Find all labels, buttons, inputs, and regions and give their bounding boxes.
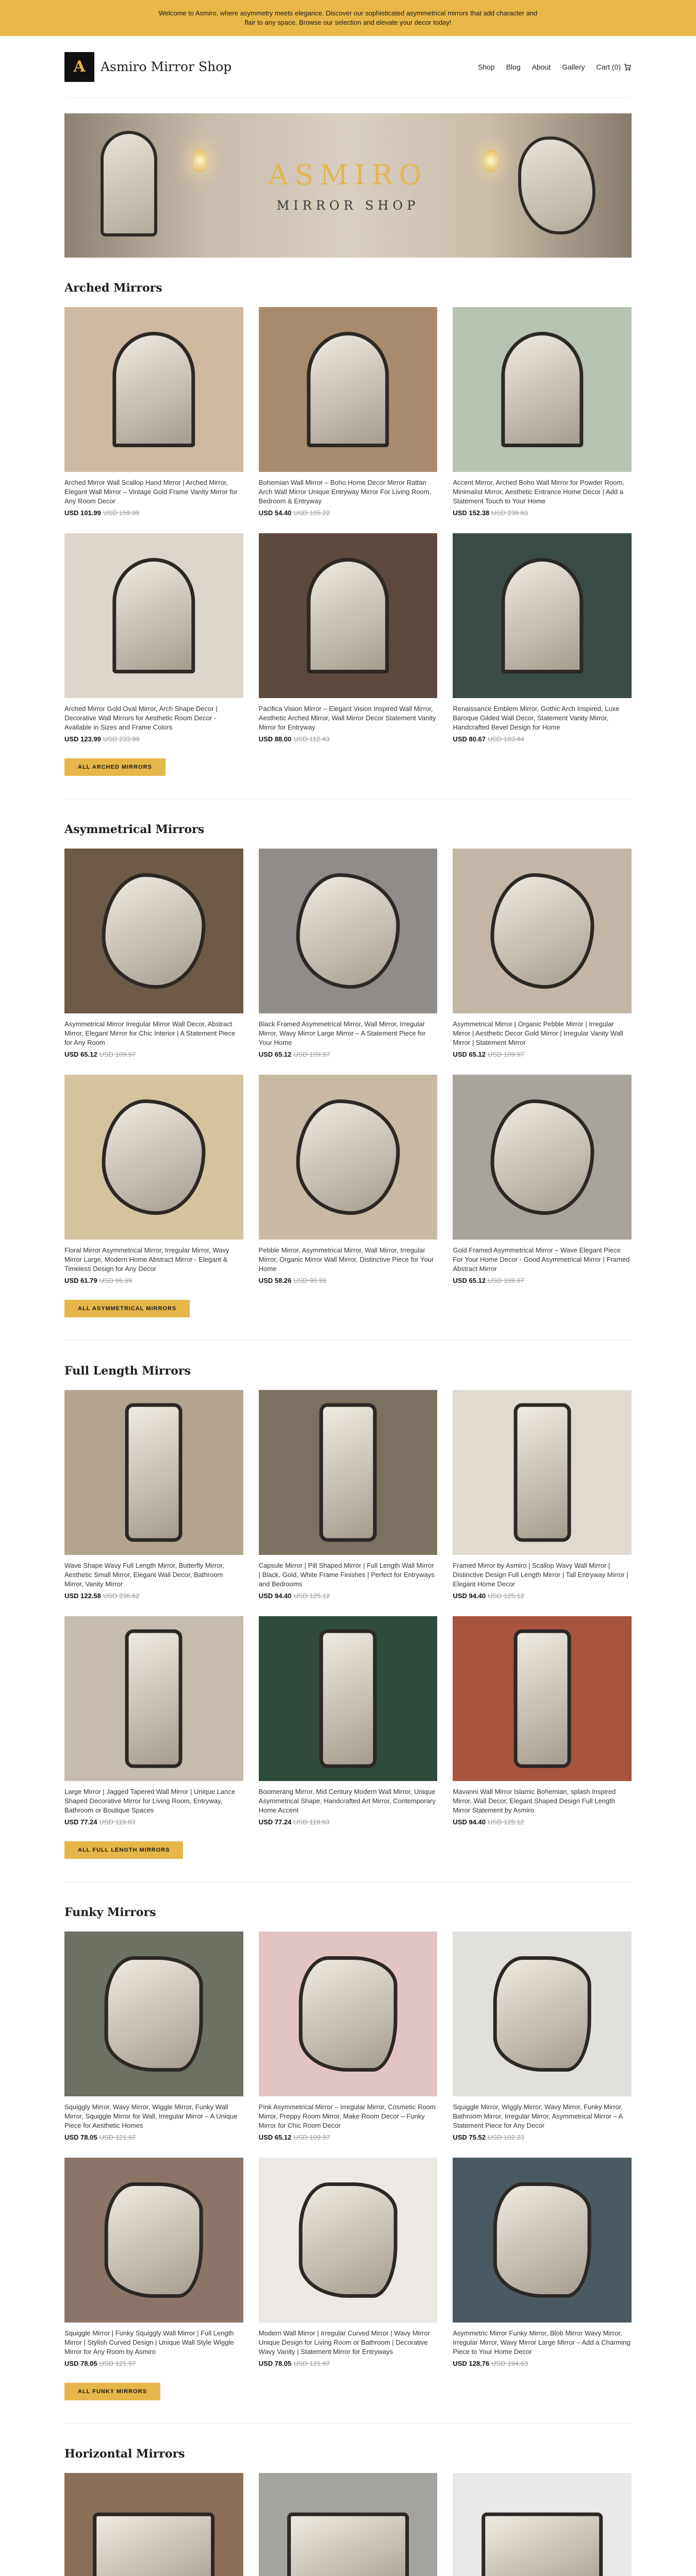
product-title[interactable]: Modern Wall Mirror | Irregular Curved Mirror | Wavy Mirror Unique Design for Living Room or Bathroom | Decorative Wavy Vanity | Statement Mirror for Entryways	[258, 2329, 430, 2355]
view-all-button[interactable]: ALL ASYMMETRICAL MIRRORS	[64, 1300, 190, 1317]
sale-price: USD 78.05	[64, 2360, 97, 2367]
product-card[interactable]	[453, 1931, 632, 2141]
sale-price: USD 54.40	[258, 509, 292, 517]
original-price: USD 121.97	[293, 2360, 330, 2367]
product-title[interactable]: Squiggle Mirror, Wiggly Mirror, Wavy Mirror, Funky Mirror, Bathroom Mirror, Irregular Mirror, Asymmetrical Mirror – A Statement Piece for Any Decor	[453, 2103, 623, 2129]
product-price	[453, 1818, 632, 1826]
product-title[interactable]: Bohemian Wall Mirror – Boho Home Decor Mirror Rattan Arch Wall Mirror Unique Entryway Mirror For Living Room, Bedroom & Entryway	[258, 479, 432, 505]
product-title[interactable]: Arched Mirror Gold Oval Mirror, Arch Shape Decor | Decorative Wall Mirrors for Aesthetic Room Decor - Available in Sizes and Frame Colors	[64, 705, 218, 731]
product-image[interactable]	[453, 1075, 632, 1240]
product-title[interactable]: Squiggly Mirror, Wavy Mirror, Wiggle Mirror, Funky Wall Mirror, Squiggle Mirror for Wall, Irregular Mirror – A Unique Piece for Aesthetic Homes	[64, 2103, 238, 2129]
nav-blog[interactable]: Blog	[506, 62, 521, 71]
product-card[interactable]	[453, 1616, 632, 1826]
announcement-bar	[0, 0, 696, 36]
original-price: USD 121.97	[99, 2360, 136, 2367]
mirror-illustration	[490, 873, 594, 989]
product-image[interactable]	[64, 849, 243, 1013]
product-price	[64, 1050, 243, 1058]
section-asymmetrical-mirrors	[64, 799, 632, 1317]
view-all-button[interactable]: ALL FUNKY MIRRORS	[64, 2383, 160, 2400]
mirror-illustration	[493, 1956, 591, 2072]
product-title[interactable]: Mavanni Wall Mirror Islamic Bohemian, splash Inspired Mirror, Wall Decor, Elegant Shaped Design Full Length Mirror Statement by Asmiro	[453, 1788, 616, 1814]
original-price: USD 105.22	[293, 509, 330, 517]
product-image[interactable]	[64, 307, 243, 472]
sale-price: USD 58.26	[258, 1277, 292, 1284]
original-price: USD 239.83	[491, 509, 528, 517]
sale-price: USD 75.52	[453, 2133, 486, 2141]
product-image[interactable]	[259, 2158, 438, 2323]
product-image[interactable]	[259, 849, 438, 1013]
product-card[interactable]	[259, 1616, 438, 1826]
product-price	[259, 509, 438, 517]
product-card[interactable]	[259, 1931, 438, 2141]
mirror-illustration	[125, 1403, 183, 1542]
sale-price: USD 122.58	[64, 1592, 101, 1600]
mirror-illustration	[320, 1403, 377, 1542]
product-card[interactable]	[64, 2158, 243, 2367]
original-price: USD 119.63	[99, 1818, 136, 1826]
mirror-illustration	[299, 1956, 397, 2072]
sale-price: USD 65.12	[64, 1050, 97, 1058]
product-grid	[64, 1931, 632, 2367]
original-price: USD 109.97	[487, 1050, 524, 1058]
section-funky-mirrors	[64, 1882, 632, 2400]
cart-icon	[623, 63, 632, 71]
product-title[interactable]: Asymmetric Mirror Funky Mirror, Blob Mirror Wavy Mirror, Irregular Mirror, Wavy Mirror Large Mirror – Add a Charming Piece to Your Home Decor	[453, 2329, 631, 2355]
sale-price: USD 65.12	[453, 1277, 486, 1284]
view-all-button[interactable]: ALL ARCHED MIRRORS	[64, 758, 165, 776]
product-title[interactable]: Asymmetrical Mirror Irregular Mirror Wall Decor, Abstract Mirror, Elegant Mirror for Chic Interior | A Statement Piece for Any Room	[64, 1020, 236, 1046]
hero-subtitle: MIRROR SHOP	[276, 198, 420, 213]
product-card[interactable]	[453, 1390, 632, 1600]
mirror-illustration	[493, 2182, 591, 2298]
sale-price: USD 77.24	[258, 1818, 292, 1826]
mirror-illustration	[307, 332, 389, 447]
product-card[interactable]	[64, 533, 243, 743]
product-card[interactable]	[259, 2473, 438, 2576]
product-price	[453, 1277, 632, 1284]
mirror-illustration	[102, 1099, 206, 1215]
section-title: Asymmetrical Mirrors	[64, 823, 205, 836]
product-title[interactable]: Accent Mirror, Arched Boho Wall Mirror for Powder Room, Minimalist Mirror, Aesthetic Entrance Home Decor | Add a Statement Touch to Your Home	[453, 479, 624, 505]
product-image[interactable]	[259, 307, 438, 472]
product-price	[259, 1277, 438, 1284]
product-price	[64, 1277, 243, 1284]
product-price	[64, 735, 243, 743]
product-image[interactable]	[453, 1390, 632, 1555]
product-sections	[0, 258, 696, 2576]
mirror-illustration	[513, 1630, 571, 1768]
mirror-illustration	[105, 1956, 203, 2072]
section-full-length-mirrors	[64, 1341, 632, 1859]
product-title[interactable]: Asymmetrical Mirror | Organic Pebble Mirror | Irregular Mirror | Aesthetic Decor Gold Mirror | Irregular Vanity Wall Mirror | Statement Mirror	[453, 1020, 623, 1046]
logo-letter: A	[73, 58, 86, 76]
product-price	[259, 1592, 438, 1600]
product-image[interactable]	[259, 533, 438, 698]
product-grid	[64, 307, 632, 743]
mirror-illustration	[125, 1630, 183, 1768]
product-price	[64, 1592, 243, 1600]
sale-price: USD 65.12	[453, 1050, 486, 1058]
original-price: USD 233.99	[103, 735, 140, 743]
product-card[interactable]	[64, 2473, 243, 2576]
product-title[interactable]: Framed Mirror by Asmiro | Scallop Wavy Wall Mirror | Distinctive Design Full Length Mirror | Tall Entryway Mirror | Elegant Home Decor	[453, 1562, 628, 1588]
sale-price: USD 94.40	[453, 1818, 486, 1826]
original-price: USD 109.97	[293, 2133, 330, 2141]
hero-title: ASMIRO	[268, 159, 428, 191]
sale-price: USD 77.24	[64, 1818, 97, 1826]
product-grid	[64, 849, 632, 1284]
product-title[interactable]: Floral Mirror Asymmetrical Mirror, Irregular Mirror, Wavy Mirror Large, Modern Home Abstract Mirror - Elegant & Timeless Design for Any Decor	[64, 1246, 229, 1273]
sale-price: USD 152.38	[453, 509, 490, 517]
original-price: USD 121.97	[99, 2133, 136, 2141]
product-image[interactable]	[64, 533, 243, 698]
product-card[interactable]	[453, 1075, 632, 1284]
product-title[interactable]: Pacifica Vision Mirror – Elegant Vision Inspired Wall Mirror, Aesthetic Arched Mirror, Wall Mirror Decor Statement Vanity Mirror for Entryway	[258, 705, 436, 731]
mirror-illustration	[501, 558, 583, 673]
product-price	[453, 2133, 632, 2141]
product-card[interactable]	[64, 849, 243, 1058]
product-image[interactable]	[259, 1390, 438, 1555]
main-nav	[478, 63, 632, 71]
product-image[interactable]	[64, 1390, 243, 1555]
product-price	[453, 1592, 632, 1600]
product-card[interactable]	[64, 1616, 243, 1826]
mirror-illustration	[102, 873, 206, 989]
product-card[interactable]	[64, 1931, 243, 2141]
product-card[interactable]	[259, 1390, 438, 1600]
product-title[interactable]: Black Framed Asymmetrical Mirror, Wall Mirror, Irregular Mirror, Wavy Mirror Large Mirror – A Statement Piece for Your Home	[258, 1020, 426, 1046]
product-image[interactable]	[453, 2158, 632, 2323]
product-image[interactable]	[453, 533, 632, 698]
cart-label: Cart (0)	[596, 62, 621, 71]
product-title[interactable]: Capsule Mirror | Pill Shaped Mirror | Full Length Wall Mirror | Black, Gold, White Frame Finishes | Perfect for Entryways and Bedrooms	[258, 1562, 435, 1588]
product-card[interactable]	[453, 849, 632, 1058]
sale-price: USD 61.79	[64, 1277, 97, 1284]
product-card[interactable]	[64, 1075, 243, 1284]
original-price: USD 109.97	[487, 1277, 524, 1284]
mirror-illustration	[287, 2513, 409, 2576]
original-price: USD 96.99	[99, 1277, 132, 1284]
product-price	[259, 2360, 438, 2367]
mirror-illustration	[490, 1099, 594, 1215]
sale-price: USD 94.40	[453, 1592, 486, 1600]
hero-banner	[64, 113, 632, 258]
mirror-illustration	[113, 332, 195, 447]
sale-price: USD 94.40	[258, 1592, 292, 1600]
mirror-illustration	[296, 873, 400, 989]
original-price: USD 159.99	[103, 509, 140, 517]
mirror-illustration	[105, 2182, 203, 2298]
section-title: Horizontal Mirrors	[64, 2447, 185, 2461]
product-image[interactable]	[259, 1931, 438, 2096]
product-title[interactable]: Boomerang Mirror, Mid Century Modern Wall Mirror, Unique Asymmetrical Shape, Handcrafted Art Mirror, Contemporary Home Accent	[258, 1788, 436, 1814]
product-image[interactable]	[453, 2473, 632, 2576]
product-card[interactable]	[453, 2473, 632, 2576]
brand[interactable]	[64, 52, 231, 82]
product-title[interactable]: Wave Shape Wavy Full Length Mirror, Butterfly Mirror, Aesthetic Small Mirror, Elegant Wall Decor, Bathroom Mirror, Vanity Mirror	[64, 1562, 224, 1588]
product-title[interactable]: Arched Mirror Wall Scallop Hand Mirror | Arched Mirror, Elegant Wall Mirror – Vintage Gold Frame Vanity Mirror for Any Room Decor	[64, 479, 238, 505]
original-price: USD 125.12	[293, 1592, 330, 1600]
nav-cart[interactable]	[596, 63, 632, 71]
product-image[interactable]	[259, 1075, 438, 1240]
original-price: USD 103.44	[487, 735, 524, 743]
original-price: USD 194.63	[491, 2360, 528, 2367]
product-card[interactable]	[64, 307, 243, 517]
nav-gallery[interactable]: Gallery	[562, 62, 585, 71]
sale-price: USD 78.05	[258, 2360, 292, 2367]
mirror-illustration	[482, 2513, 603, 2576]
mirror-illustration	[307, 558, 389, 673]
product-price	[453, 509, 632, 517]
sale-price: USD 128.76	[453, 2360, 490, 2367]
product-image[interactable]	[64, 1616, 243, 1781]
product-card[interactable]	[259, 533, 438, 743]
product-image[interactable]	[64, 2473, 243, 2576]
logo[interactable]	[64, 52, 94, 82]
announcement-text: Welcome to Asmiro, where asymmetry meets elegance. Discover our sophisticated asymmetrical mirrors that add character and flair to any space. Browse our selection and elevate your decor today!	[158, 9, 538, 26]
product-card[interactable]	[259, 2158, 438, 2367]
product-price	[453, 2360, 632, 2367]
mirror-illustration	[513, 1403, 571, 1542]
product-grid	[64, 2473, 632, 2576]
original-price: USD 90.99	[293, 1277, 326, 1284]
product-image[interactable]	[259, 2473, 438, 2576]
product-card[interactable]	[64, 1390, 243, 1600]
brand-name[interactable]: Asmiro Mirror Shop	[101, 59, 232, 74]
product-image[interactable]	[259, 1616, 438, 1781]
sale-price: USD 123.99	[64, 735, 101, 743]
section-title: Arched Mirrors	[64, 281, 162, 295]
product-price	[259, 735, 438, 743]
product-image[interactable]	[64, 1075, 243, 1240]
product-card[interactable]	[259, 849, 438, 1058]
product-title[interactable]: Large Mirror | Jagged Tapered Wall Mirror | Unique Lance Shaped Decorative Mirror for Living Room, Entryway, Bathroom or Boutique Spaces	[64, 1788, 236, 1814]
product-price	[64, 2133, 243, 2141]
product-card[interactable]	[453, 2158, 632, 2367]
product-price	[64, 1818, 243, 1826]
sale-price: USD 101.99	[64, 509, 101, 517]
original-price: USD 102.23	[487, 2133, 524, 2141]
hero-lamp-right	[484, 149, 498, 172]
product-card[interactable]	[259, 1075, 438, 1284]
original-price: USD 109.97	[293, 1050, 330, 1058]
sale-price: USD 88.00	[258, 735, 292, 743]
original-price: USD 119.63	[293, 1818, 330, 1826]
sale-price: USD 78.05	[64, 2133, 97, 2141]
original-price: USD 109.97	[99, 1050, 136, 1058]
product-card[interactable]	[453, 533, 632, 743]
product-image[interactable]	[453, 1616, 632, 1781]
product-price	[64, 509, 243, 517]
mirror-illustration	[296, 1099, 400, 1215]
product-grid	[64, 1390, 632, 1826]
mirror-illustration	[113, 558, 195, 673]
mirror-illustration	[320, 1630, 377, 1768]
product-price	[259, 1050, 438, 1058]
section-title: Full Length Mirrors	[64, 1364, 191, 1378]
site-header	[64, 36, 632, 98]
section-arched-mirrors	[64, 258, 632, 776]
product-price	[453, 735, 632, 743]
product-title[interactable]: Pink Asymmetrical Mirror – Irregular Mirror, Cosmetic Room Mirror, Preppy Room Mirror, Make Room Decor – Funky Mirror for Chic Room Decor	[258, 2103, 436, 2129]
nav-about[interactable]: About	[532, 62, 551, 71]
product-image[interactable]	[64, 2158, 243, 2323]
product-image[interactable]	[64, 1931, 243, 2096]
mirror-illustration	[501, 332, 583, 447]
section-horizontal-mirrors	[64, 2424, 632, 2576]
sale-price: USD 65.12	[258, 1050, 292, 1058]
product-title[interactable]: Renaissance Emblem Mirror, Gothic Arch Inspired, Luxe Baroque Gilded Wall Decor, Statement Vanity Mirror, Handcrafted Bevel Design for Home	[453, 705, 620, 731]
mirror-illustration	[299, 2182, 397, 2298]
hero-asymmetrical-mirror	[518, 137, 595, 234]
product-title[interactable]: Gold Framed Asymmetrical Mirror – Wave Elegant Piece For Your Home Decor - Good Asymmetrical Mirror | Framed Abstract Mirror	[453, 1246, 630, 1273]
product-title[interactable]: Squiggle Mirror | Funky Squiggly Wall Mirror | Full Length Mirror | Stylish Curved Design | Unique Wall Style Wiggle Mirror for Any Room by Asmiro	[64, 2329, 234, 2355]
product-price	[259, 2133, 438, 2141]
original-price: USD 112.43	[293, 735, 330, 743]
product-price	[453, 1050, 632, 1058]
product-price	[64, 2360, 243, 2367]
section-title: Funky Mirrors	[64, 1906, 156, 1919]
product-image[interactable]	[453, 849, 632, 1013]
view-all-button[interactable]: ALL FULL LENGTH MIRRORS	[64, 1841, 183, 1859]
product-card[interactable]	[453, 307, 632, 517]
nav-shop[interactable]: Shop	[477, 62, 495, 71]
product-image[interactable]	[453, 307, 632, 472]
product-title[interactable]: Pebble Mirror, Asymmetrical Mirror, Wall Mirror, Irregular Mirror, Organic Mirror Wall Mirror, Distinctive Piece for Your Home	[258, 1246, 434, 1273]
mirror-illustration	[93, 2513, 214, 2576]
original-price: USD 125.12	[487, 1592, 524, 1600]
product-price	[259, 1818, 438, 1826]
original-price: USD 236.62	[103, 1592, 140, 1600]
sale-price: USD 80.67	[453, 735, 486, 743]
product-image[interactable]	[453, 1931, 632, 2096]
original-price: USD 125.12	[487, 1818, 524, 1826]
product-card[interactable]	[259, 307, 438, 517]
sale-price: USD 65.12	[258, 2133, 292, 2141]
